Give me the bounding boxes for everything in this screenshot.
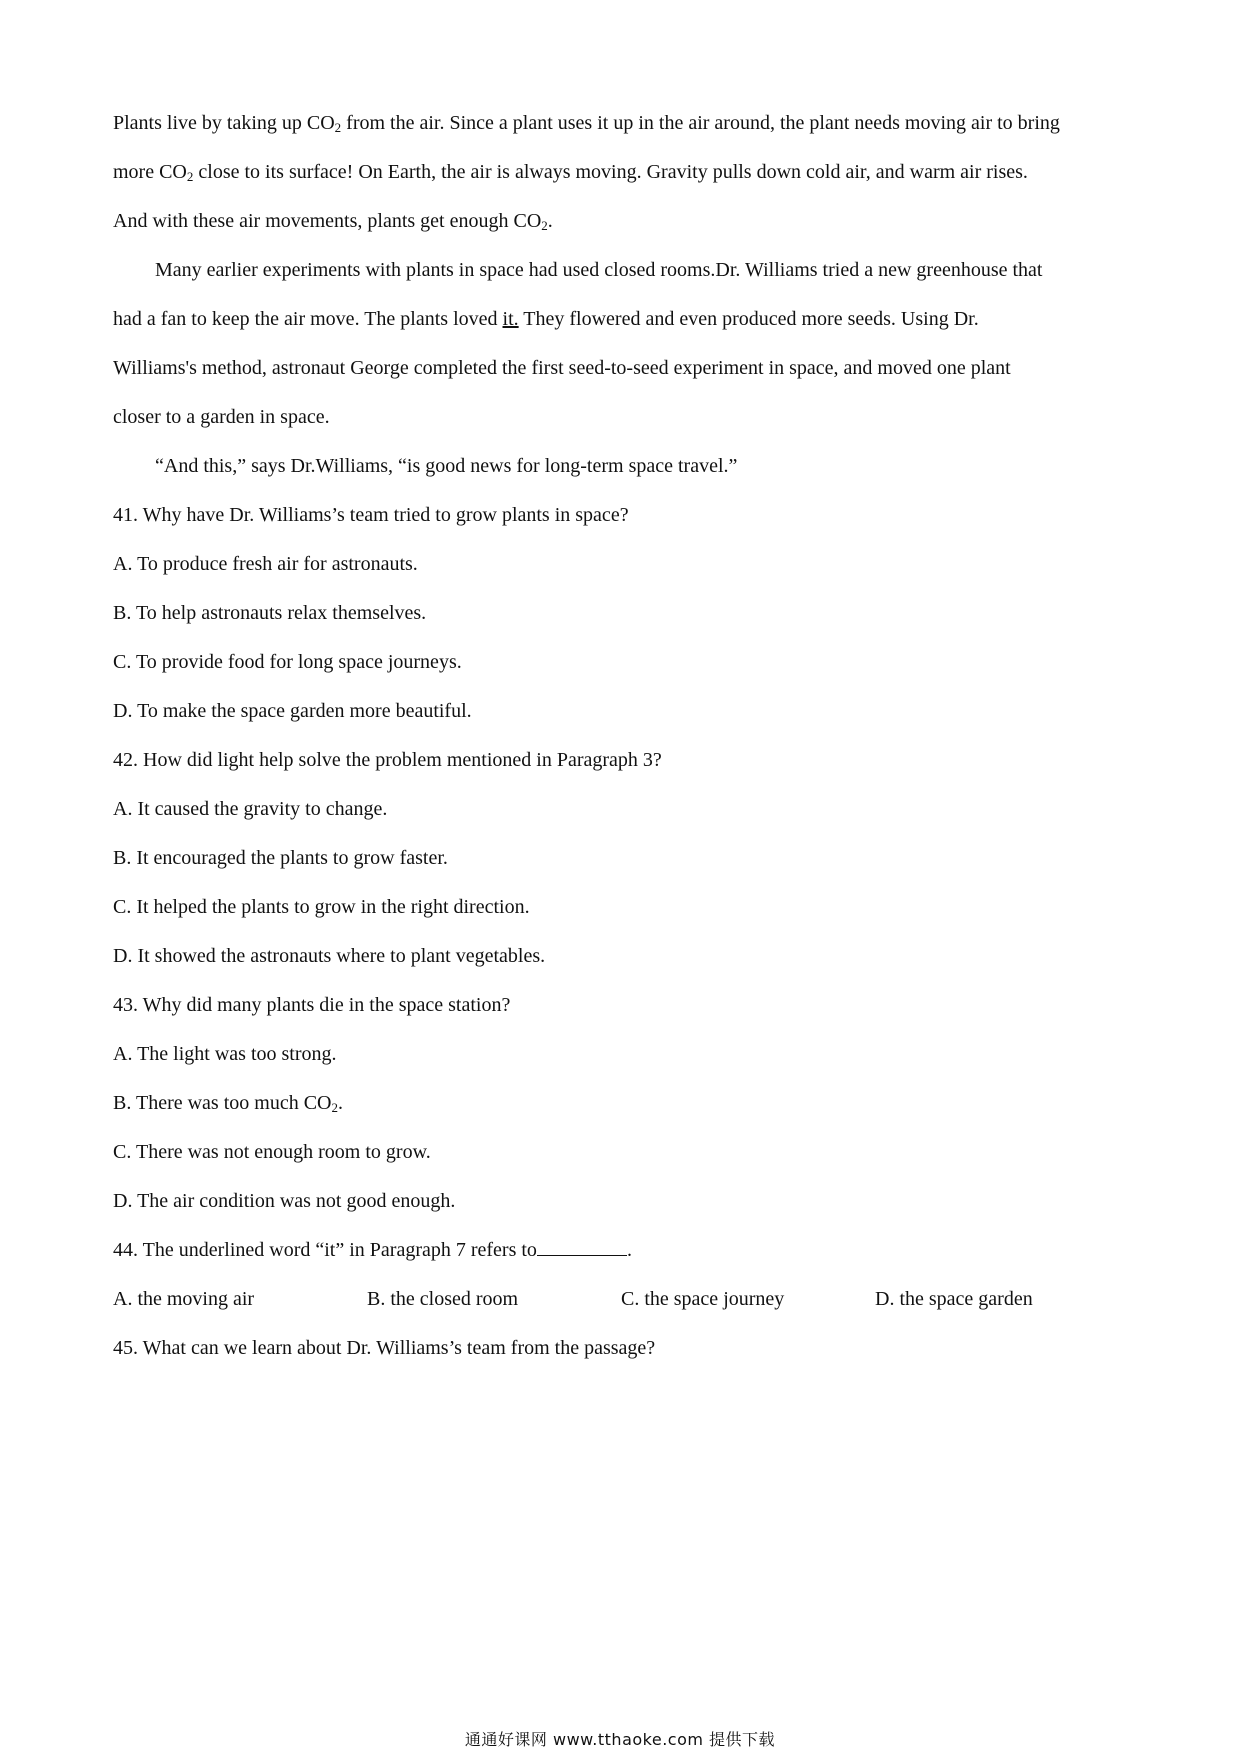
- answer-option: D. The air condition was not good enough.: [113, 1190, 456, 1212]
- answer-options-row: [113, 1275, 1133, 1324]
- question-stem: 43. Why did many plants die in the space station?: [113, 994, 511, 1016]
- passage-line: [113, 295, 1133, 344]
- passage-line: Many earlier experiments with plants in space had used closed rooms.Dr. Williams tried a new greenhouse that: [155, 259, 1043, 281]
- question-stem: 42. How did light help solve the problem mentioned in Paragraph 3?: [113, 749, 662, 771]
- passage-text: And with these air movements, plants get enough CO: [113, 210, 542, 232]
- answer-option: C. the space journey: [621, 1288, 785, 1310]
- passage-line: [113, 148, 1133, 197]
- passage-text: had a fan to keep the air move. The plants loved: [113, 308, 503, 330]
- answer-option: A. To produce fresh air for astronauts.: [113, 553, 418, 575]
- answer-option: [113, 1079, 1133, 1128]
- passage-text: .: [547, 210, 553, 232]
- passage-text: They flowered and even produced more seeds. Using Dr.: [518, 308, 979, 330]
- passage-text: from the air. Since a plant uses it up in the air around, the plant needs moving air to bring: [341, 112, 1060, 134]
- answer-option: B. the closed room: [367, 1288, 519, 1310]
- answer-option: A. The light was too strong.: [113, 1043, 337, 1065]
- question-text: .: [626, 1239, 632, 1261]
- subscript: 2: [334, 120, 342, 135]
- document-body: [113, 99, 1133, 1373]
- subscript: 2: [331, 1100, 338, 1115]
- answer-option: D. To make the space garden more beautiful.: [113, 700, 472, 722]
- answer-blank: [537, 1239, 627, 1256]
- answer-text: .: [338, 1092, 343, 1114]
- question-stem: [113, 1226, 1133, 1275]
- passage-line: closer to a garden in space.: [113, 406, 330, 428]
- passage-text: Plants live by taking up CO: [113, 112, 335, 134]
- question-stem: 41. Why have Dr. Williams’s team tried to grow plants in space?: [113, 504, 629, 526]
- passage-line: “And this,” says Dr.Williams, “is good news for long-term space travel.”: [155, 455, 738, 477]
- answer-option: C. To provide food for long space journeys.: [113, 651, 462, 673]
- passage-line: [113, 197, 1133, 246]
- subscript: 2: [186, 169, 194, 184]
- passage-line: [113, 99, 1133, 148]
- answer-option: B. It encouraged the plants to grow faster.: [113, 847, 448, 869]
- underlined-word: it.: [502, 308, 519, 330]
- answer-option: D. It showed the astronauts where to plant vegetables.: [113, 945, 546, 967]
- answer-text: B. There was too much CO: [113, 1092, 332, 1114]
- answer-option: A. the moving air: [113, 1288, 255, 1310]
- answer-option: C. It helped the plants to grow in the right direction.: [113, 896, 530, 918]
- question-text: 44. The underlined word “it” in Paragraph 7 refers to: [113, 1239, 537, 1261]
- answer-option: D. the space garden: [875, 1288, 1033, 1310]
- answer-option: B. To help astronauts relax themselves.: [113, 602, 427, 624]
- question-stem: 45. What can we learn about Dr. Williams’s team from the passage?: [113, 1337, 656, 1359]
- passage-line: Williams's method, astronaut George completed the first seed-to-seed experiment in space, and moved one plant: [113, 357, 1011, 379]
- subscript: 2: [541, 218, 548, 233]
- answer-option: C. There was not enough room to grow.: [113, 1141, 431, 1163]
- passage-text: close to its surface! On Earth, the air is always moving. Gravity pulls down cold air, and warm air rises.: [193, 161, 1028, 183]
- passage-text: more CO: [113, 161, 187, 183]
- footer-watermark: 通通好课网 www.tthaoke.com 提供下载: [464, 1730, 776, 1749]
- answer-option: A. It caused the gravity to change.: [113, 798, 388, 820]
